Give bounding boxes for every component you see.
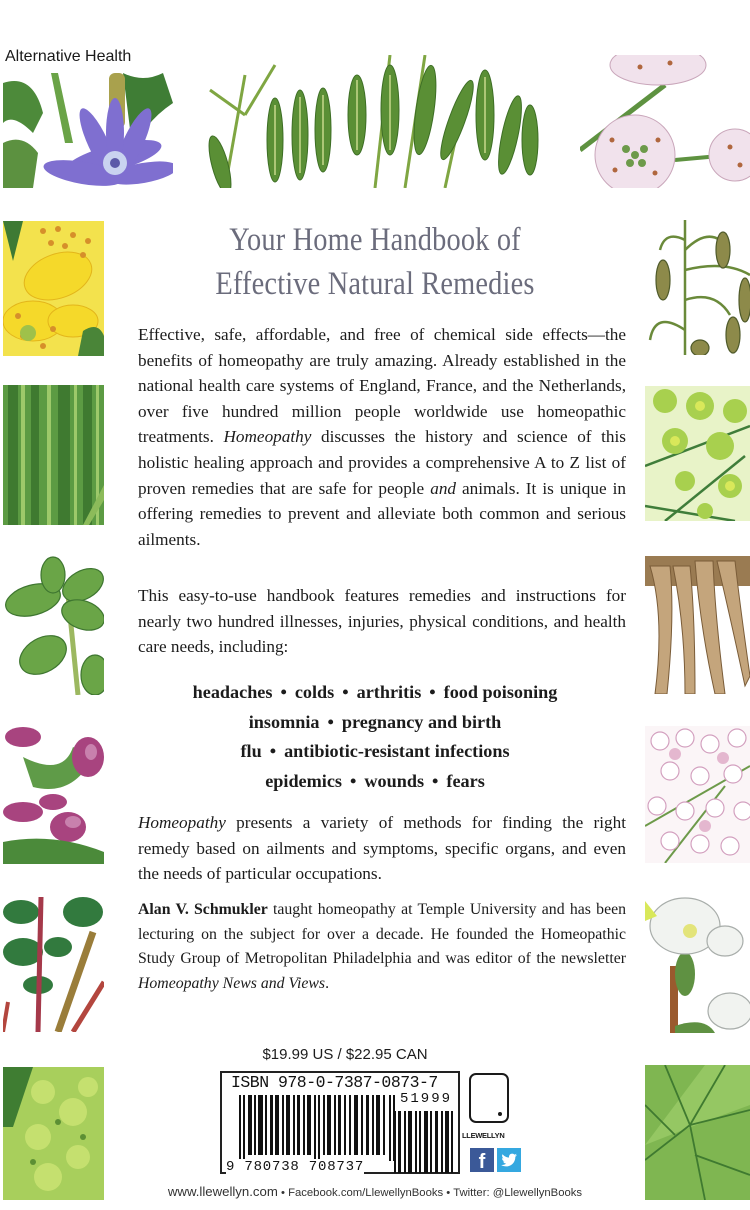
ailments-row	[130, 737, 620, 767]
bullet-separator: •	[350, 770, 357, 791]
ailment-item: antibiotic-resistant infections	[284, 741, 510, 761]
price-label: $19.99 US / $22.95 CAN	[262, 1046, 428, 1063]
ailment-item: pregnancy and birth	[341, 711, 502, 732]
green-florets-illustration	[3, 1067, 104, 1200]
facebook-icon[interactable]: f	[470, 1148, 494, 1172]
footer-links	[150, 1184, 600, 1199]
isbn-number: ISBN 978-0-7387-0873-7	[231, 1073, 438, 1092]
chicory-flower-illustration	[3, 73, 173, 188]
ailment-item: fears	[446, 770, 485, 791]
description-paragraph-1	[138, 322, 626, 552]
headline-line-2: Effective Natural Remedies	[215, 266, 535, 302]
book-title-italic: Homeopathy	[223, 427, 312, 447]
seed-pods-illustration-2	[345, 55, 540, 188]
bullet-separator: •	[432, 770, 439, 791]
yellow-green-florets-illustration	[645, 386, 750, 521]
green-leaves-illustration	[3, 555, 104, 695]
author-bio	[138, 898, 626, 996]
moon-logo-icon	[469, 1073, 509, 1123]
ailment-item: arthritis	[356, 682, 422, 702]
addon-barcode-bars	[392, 1111, 456, 1173]
grass-blades-illustration	[3, 385, 104, 525]
facebook-link[interactable]: Facebook.com/LlewellynBooks	[288, 1187, 444, 1199]
ailment-item: headaches	[192, 682, 273, 702]
emphasis-italic: and	[430, 478, 456, 498]
bullet-separator: •	[342, 682, 349, 702]
paragraph-text: Effective, safe, affordable, and free of chemical side effects—the benefits of homeopathy are truly amazing. Already established in the national health care systems of England, France, and the Netherlands, over five hundred million people worldwide use homeopathic treatments.	[138, 325, 626, 447]
twitter-link[interactable]: Twitter: @LlewellynBooks	[453, 1187, 583, 1199]
purple-flowers-illustration	[3, 727, 104, 864]
bullet-separator: •	[429, 682, 436, 702]
bullet-separator: •	[327, 711, 334, 732]
pink-white-blossoms-illustration	[645, 726, 750, 863]
newsletter-title-italic: Homeopathy News and Views	[138, 974, 326, 992]
ean-digits: 9 780738 708737	[226, 1159, 365, 1175]
roots-illustration	[645, 556, 750, 694]
thorny-stem-illustration	[3, 897, 104, 1032]
ailment-item: colds	[294, 682, 335, 702]
ailment-item: food poisoning	[443, 682, 558, 702]
book-title-italic: Homeopathy	[138, 813, 226, 832]
twitter-icon[interactable]	[497, 1148, 521, 1172]
bio-text: taught homeopathy at Temple University and has been lecturing on the subject for over a decade. He founded the Homeopathic Study Group of Metropolitan Philadelphia and was editor of the newsletter	[138, 901, 626, 967]
ailments-list	[130, 678, 620, 796]
paragraph-text: presents a variety of methods for finding the right remedy based on ailments and symptoms, specific organs, and even the needs of particular occupations.	[138, 813, 626, 884]
bullet-separator: •	[280, 682, 287, 702]
paragraph-text: discusses the history and science of this holistic healing approach and provides a comprehensive A to Z list of proven remedies that are safe for people	[138, 427, 626, 498]
hanging-pods-illustration	[645, 220, 750, 355]
ailments-row	[130, 708, 620, 738]
bullet-separator: •	[443, 1187, 454, 1199]
ailment-item: wounds	[364, 770, 425, 791]
author-name: Alan V. Schmukler	[138, 901, 268, 918]
white-flower-illustration	[645, 896, 750, 1033]
yellow-flower-illustration	[3, 221, 104, 356]
category-label: Alternative Health	[5, 48, 132, 65]
bullet-separator: •	[269, 741, 277, 761]
ean-barcode-bars	[239, 1095, 399, 1161]
ailments-row	[130, 767, 620, 797]
ailment-item: insomnia	[248, 711, 320, 732]
isbn-barcode	[220, 1071, 460, 1174]
price-addon-digits: 51999	[400, 1091, 453, 1107]
website-link[interactable]: www.llewellyn.com	[167, 1184, 278, 1199]
pink-flowers-illustration	[580, 55, 750, 188]
ailment-item: epidemics	[265, 770, 342, 791]
seed-pods-illustration	[205, 55, 340, 188]
description-paragraph-2: This easy-to-use handbook features remedies and instructions for nearly two hundred illnesses, injuries, physical conditions, and health care needs, including:	[138, 586, 626, 657]
ailments-row	[130, 678, 620, 708]
bio-text: .	[325, 974, 330, 992]
bullet-separator: •	[277, 1187, 289, 1199]
headline-line-1: Your Home Handbook of	[229, 222, 521, 258]
ailment-item: flu	[240, 741, 262, 761]
description-paragraph-3	[138, 810, 626, 887]
leaf-veins-illustration	[645, 1065, 750, 1200]
headline	[182, 218, 569, 306]
publisher-name: LLEWELLYN	[462, 1131, 505, 1140]
paragraph-text: animals. It is unique in offering remedies to prevent and alleviate both common and serious ailments.	[138, 478, 626, 549]
